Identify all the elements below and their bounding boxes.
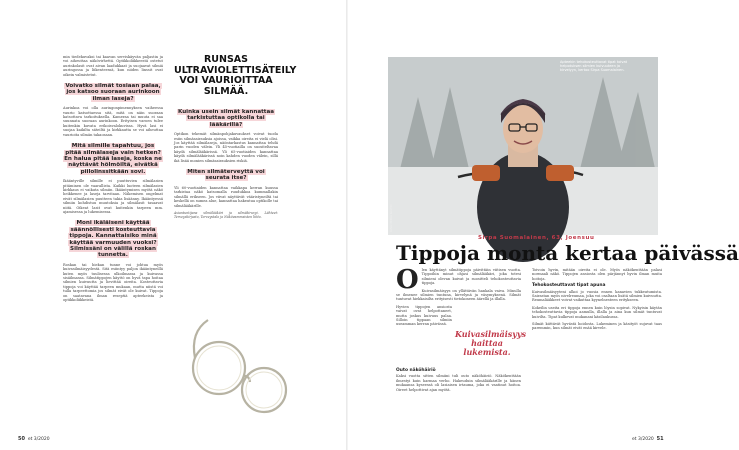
magazine-issue-right: et 3/2020 xyxy=(632,437,654,442)
answer-paragraph-4: Optikon tekemät silmänpohjakuvaukset voivat tuoda esiin silmäsairauksia ajoissa, vaikka oireita ei vielä olisi. Jos käyttää silmälaseja, näöntarkastus kannattaa tehdä parin vuoden välein. Yli 45-vuotiailla on suositeltavaa käydä silmälääkärissä. Yli 65-vuotiaiden kannattaa käydä silmälääkärissä noin kahden vuoden välein, sillä ikä lisää monien silmäsairauksien riskiä. xyxy=(174,132,278,163)
left-page xyxy=(0,0,348,450)
glasses-illustration xyxy=(186,312,290,430)
answer-paragraph-1: Aurinkoa voi olla auringonpimennyksen vaiheessa vaurio katsottaessa sitä, mitä on näin suoraan katsottava tarkoituksella. Kameraa tai muuta ei saa suunnata suoraan aurinkoon. Erityisen varoen tulee kuitenkin kuvata erikoisvalokuvissa. Hyvä lasi ei suojaa kaikilta säteiltä ja kirkkautta se voi aiheuttaa vaurioita silmän takaosaan. xyxy=(63,106,163,137)
left-footer xyxy=(18,436,50,442)
right-paragraph-4: Kaksi vuotta sitten silmiini tuli outo näköhäiriö. Näkökenttään ilmestyi kuin harmaa verho. Hakeuduin silmälääkärille ja hänen mukaansa kyseessä oli lasiaisen irtauma, joka ei vaatinut hoitoa. Oireet helpottivat ajan myötä. xyxy=(396,374,521,392)
right-col2-paragraph-3: Kokeilin useita eri tippoja ennen kuin löysin sopivat. Nykyisin käytän tehokosteuttavia tippoja aamulla, illalla ja aina kun silmät tuntuvat kuivilta. Tipat kulkevat mukanani käsilaukussa. xyxy=(532,305,662,319)
right-subheading-1: Outo näköhäiriö xyxy=(396,367,436,373)
right-subheading-2: Tehokosteuttavat tipat apuna xyxy=(532,283,606,289)
article-kicker: Sirpa Suomalainen, 63, Joensuu xyxy=(478,235,595,241)
question-heading-3: Moni ikäläiseni käyttää säännöllisesti kosteuttavia tippoja. Kannattaisiko minä käyttää varmuuden vuoksi? Silmissäni on välillä roskan tunnetta. xyxy=(69,220,157,259)
question-heading-2: Mitä silmille tapahtuu, jos pitää silmälaseja vain hetken? En halua pitää laseja, koska ne näyttävät hölmöiltä, eivätkä piilolinssitkään sovi. xyxy=(64,143,162,175)
page-number-right: 51 xyxy=(656,436,664,442)
question-heading-4: Kuinka usein silmät kannattaa tarkistuttaa optikolla tai lääkärillä? xyxy=(177,109,275,128)
intro-paragraph: min tiedekuvaksi tai kaavan serviskäyvän paljastin ja voi aiheuttaa näkövirhettä. Optikkoliikkeestä ostetut aurinkolasit ovat aivan laadukkaat ja suojaavat silmiä auringossa ja liikenteessä, kun niiden linssit ovat oikein valmistetut. xyxy=(63,55,163,77)
pull-quote: RUNSAS ULTRAVIOLETTISÄTEILY VOI VAURIOITTAA SILMÄÄ. xyxy=(174,54,297,97)
right-paragraph-2: Kuivasilmäisyys on yllättävän hankala vaiva. Minulla se ilmenee silmien tuntuna, kirvelynä ja väsymyksenä. Silmät tuntuvat hiekkaisilta erityisesti tietokoneen äärellä ja illalla. xyxy=(396,288,521,302)
photo-credit: KUVA: PEKKA RAUTIO xyxy=(390,204,393,232)
left-column-2 xyxy=(174,54,297,222)
right-pull-quote: Kuivasilmäisyys haittaa lukemista. xyxy=(455,329,527,357)
question-heading-1: Voivatko silmät tosiaan palaa, jos katsoo suoraan aurinkoon ilman laseja? xyxy=(65,83,161,102)
photo-caption: Apteekin tehokosteuttavat tipat toivat helpotuksen silmien kuivuuteen ja kirvelyyn, kertoo Sirpa Suomalainen. xyxy=(560,60,627,73)
right-footer xyxy=(632,436,664,442)
right-column-2 xyxy=(532,268,662,334)
right-col2-paragraph-4: Silmät kiittävät hyvästä hoidosta. Lukeminen ja käsityöt sujuvat taas paremmin, kun silmät eivät enää kirvele. xyxy=(532,322,662,331)
source-note: Asiantuntijana silmälääkäri ja silmäkirurgi. Lähteet: Terveyskirjasto, Terveystalo ja Näkövammaisten liitto. xyxy=(174,210,278,219)
right-paragraph-3: Hyvien tippojen ansiosta vaivat ovat helpottaneet, mutta joskus kuivuus palaa. Silloin tippaan silmiin useamman kerran päivässä. xyxy=(396,304,452,327)
right-col2-paragraph-1: Toivoin hyvin, mitään oireita ei ole. Myös näkökenttään palasi normaali näkö. Tippojen ansiosta olen pärjännyt hyvin ilman muita hoitoja. xyxy=(532,268,662,281)
page-number-left: 50 xyxy=(18,436,25,442)
answer-paragraph-5: Yli 60-vuotiaiden kannattaa vaikkapa kerran kuussa tarkistaa näkö katsomalla ruudukkoa kummallakin silmällä erikseen. Jos viivat näyttävät vääristyneiltä tai keskellä on sumea alue, kannattaa hakeutua optikolle tai silmälääkärille. xyxy=(174,185,278,208)
magazine-issue-left: et 3/2020 xyxy=(27,437,50,442)
opening-paragraph: Olen käyttänyt silmätippoja päivittäin viitisen vuotta. Tippoihin minut ohjasi silmälääkäri, joka totesi silmieni olevan kuivat ja suositteli tehokosteuttavia tippoja. xyxy=(396,265,521,295)
answer-paragraph-3: Roskan tai hiekan tunne voi johtua myös kuivasilmäisyydestä. Sitä esiintyy paljon ikääntyneillä kuten myös tuulisessa ulkoilmassa ja kuivassa sisäilmassa. Silmätippojen käyttö on hyvä tapa hoitaa silmien kuivuutta ja lievittää oireita. Kosteuttavia tippoja voi käyttää tarpeen mukaan, mutta niistä voi tulla tarpeettomia jos silmät eivät ole kuivat. Tippoja on saatavana ilman reseptiä apteekeista ja optikkoliikkeistä. xyxy=(63,262,163,303)
answer-paragraph-2: Ikääntyville silmille ei puuttuvien silmälasien pitäminen ole vaarallista. Kaikki luoteen silmälasien kirkkaus ei vaikuta silmiin. Ikääntymisen myötä näkö heikkenee ja laseja tarvitaan. Näkemisen ongelmat eivät silmälasien puutteen takia lisäänny. Ikääntyessä silmiin kohdistuu muutoksia ja silmälasit tasaavat niitä. Oikeat lasit ovat kuitenkin tarpeen mm. ajamisessa ja lukemisessa. xyxy=(63,179,163,214)
portrait-photo xyxy=(388,57,658,235)
drop-cap: O xyxy=(396,265,419,295)
photo-illustration xyxy=(388,57,658,235)
right-col2-paragraph-2: Kuivasilmäisyyteni alkoi jo vuosia ennen kanavien tukkeutumista. Sairastan myös nivelreumaa, joka voi osaltaan lisätä silmien kuivuutta. Reumalääkkeet voivat vaikuttaa kyynelnesteen eritykseen. xyxy=(532,289,662,303)
left-column-1 xyxy=(63,55,163,305)
article-headline: Tippoja monta kertaa päivässä xyxy=(396,241,739,265)
question-heading-5: Miten silmäterveyttä voi seurata itse? xyxy=(187,169,265,182)
